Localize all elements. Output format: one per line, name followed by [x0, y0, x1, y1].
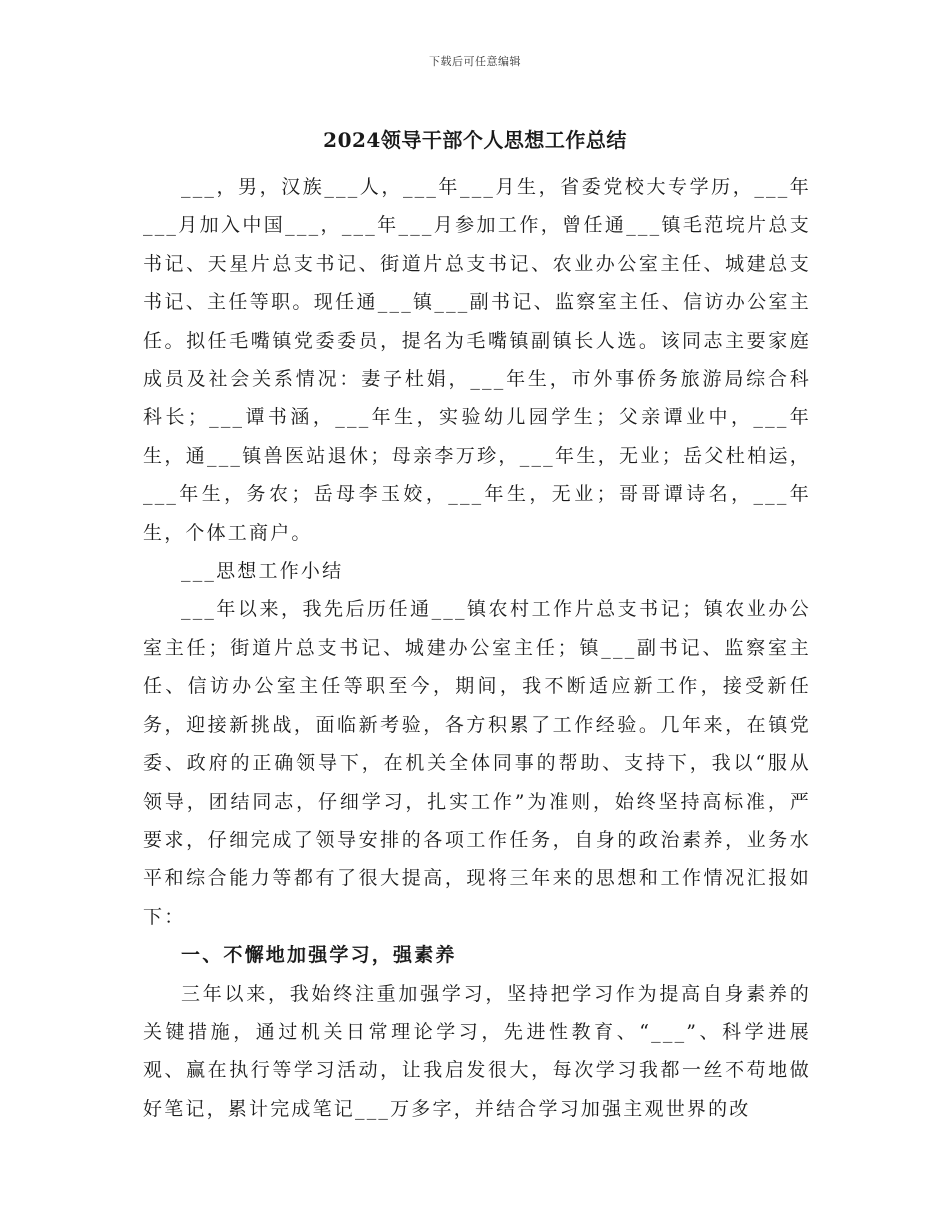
paragraph-summary: ___年以来，我先后历任通___镇农村工作片总支书记；镇农业办公室主任；街道片总支书记、城建办公室主任；镇___副书记、监察室主任、信访办公室主任等职至今，期间，我不断适应新工作，接受新任务，迎接新挑战，面临新考验，各方积累了工作经验。几年来，在镇党委、政府的正确领导下，在机关全体同事的帮助、支持下，我以“服从领导，团结同志，仔细学习，扎实工作”为准则，始终坚持高标准，严要求，仔细完成了领导安排的各项工作任务，自身的政治素养，业务水平和综合能力等都有了很大提高，现将三年来的思想和工作情况汇报如下： [143, 598, 811, 928]
section-heading-study: 一、不懈地加强学习，强素养 [181, 944, 457, 967]
document-title: 2024领导干部个人思想工作总结 [323, 128, 627, 152]
document-body [143, 168, 811, 1128]
page-header-note: 下载后可任意编辑 [429, 55, 521, 68]
section-subtitle: ___思想工作小结 [181, 560, 344, 583]
paragraph-study: 三年以来，我始终注重加强学习，坚持把学习作为提高自身素养的关键措施，通过机关日常理论学习，先进性教育、“___”、科学进展观、赢在执行等学习活动，让我启发很大，每次学习我都一丝不苟地做好笔记，累计完成笔记___万多字，并结合学习加强主观世界的改 [143, 982, 811, 1120]
paragraph-profile: ___，男，汉族___人，___年___月生，省委党校大专学历，___年___月加入中国___，___年___月参加工作，曾任通___镇毛范垸片总支书记、天星片总支书记、街道片总支书记、农业办公室主任、城建总支书记、主任等职。现任通___镇___副书记、监察室主任、信访办公室主任。拟任毛嘴镇党委委员，提名为毛嘴镇副镇长人选。该同志主要家庭成员及社会关系情况：妻子杜娟，___年生，市外事侨务旅游局综合科科长；___谭书涵，___年生，实验幼儿园学生；父亲谭业中，___年生，通___镇兽医站退休；母亲李万珍，___年生，无业；岳父杜柏运，___年生，务农；岳母李玉姣，___年生，无业；哥哥谭诗名，___年生，个体工商户。 [143, 176, 811, 544]
